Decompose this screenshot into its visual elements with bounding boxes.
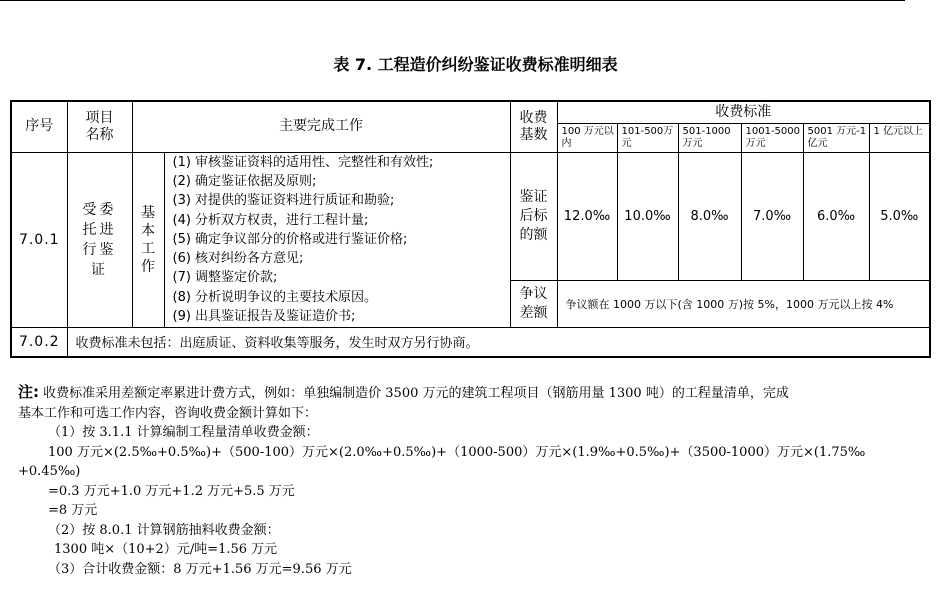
rate-cell: 6.0‰: [803, 152, 869, 280]
rate-cell: 10.0‰: [617, 152, 678, 280]
header-base-line2: 基数: [519, 126, 548, 143]
note-lead: 注:: [18, 383, 39, 401]
base-line: 争议: [519, 285, 548, 302]
base-line: 鉴证: [519, 188, 548, 205]
header-project-line2: 名称: [85, 126, 114, 143]
note-line: 1300 吨×（10+2）元/吨=1.56 万元: [54, 542, 278, 557]
table-title: 表 7. 工程造价纠纷鉴证收费标准明细表: [333, 55, 618, 74]
top-rule: [0, 0, 905, 1]
header-base: [510, 101, 557, 152]
exclusion-note: 收费标准未包括：出庭质证、资料收集等服务，发生时双方另行协商。: [67, 327, 930, 357]
range-cell: 1 亿元以上: [869, 123, 930, 152]
work-item: (4) 分析双方权责，进行工程计量;: [172, 212, 369, 228]
fee-standard-table: [10, 100, 931, 358]
work-item: (3) 对提供的鉴证资料进行质证和勘验;: [172, 193, 395, 209]
category-char: 基: [141, 204, 155, 221]
work-category: [132, 152, 164, 327]
rate-cell: 7.0‰: [741, 152, 803, 280]
category-char: 本: [141, 222, 155, 239]
note-line: =8 万元: [48, 503, 98, 518]
note-text: 收费标准采用差额定率累进计费方式，例如：单独编制造价 3500 万元的建筑工程项目（钢筋用量 1300 吨）的工程量清单，完成: [43, 386, 789, 401]
base-dispute-diff: [510, 280, 557, 327]
range-cell: 501-1000万元: [678, 123, 741, 152]
header-serial: 序号: [11, 101, 67, 152]
row-serial: 7.0.1: [11, 152, 67, 327]
rate-cell: 5.0‰: [869, 152, 930, 280]
note-line: （3）合计收费金额：8 万元+1.56 万元=9.56 万元: [48, 561, 352, 577]
calculation-note: [18, 383, 918, 579]
note-line: +0.45‰): [18, 464, 81, 479]
work-item: (7) 调整鉴定价款;: [172, 270, 278, 286]
header-base-line1: 收费: [519, 109, 548, 126]
range-cell: 5001 万元-1 亿元: [803, 123, 869, 152]
header-work: 主要完成工作: [132, 101, 510, 152]
base-verified-amount: [510, 152, 557, 280]
work-item: (9) 出具鉴证报告及鉴证造价书;: [172, 309, 356, 325]
note-line: （2）按 8.0.1 计算钢筋抽料收费金额：: [48, 522, 280, 538]
base-line: 后标: [519, 207, 548, 224]
note-line: [18, 383, 918, 404]
work-items-list: [164, 152, 510, 327]
header-project: [67, 101, 132, 152]
note-line: =0.3 万元+1.0 万元+1.2 万元+5.5 万元: [48, 483, 295, 499]
base-line: 的额: [519, 226, 548, 243]
project-name: 受委托进行鉴证: [67, 152, 132, 327]
work-item: (2) 确定鉴证依据及原则;: [172, 173, 317, 189]
work-item: (6) 核对纠纷各方意见;: [172, 251, 304, 267]
range-cell: 101-500万元: [617, 123, 678, 152]
rate-cell: 12.0‰: [557, 152, 617, 280]
note-line: （1）按 3.1.1 计算编制工程量清单收费金额：: [48, 425, 319, 440]
dispute-rule: 争议额在 1000 万以下(含 1000 万)按 5%，1000 万元以上按 4%: [557, 280, 930, 327]
category-char: 作: [141, 258, 155, 275]
category-char: 工: [141, 240, 155, 257]
note-line: 100 万元×(2.5‰+0.5‰)+（500-100）万元×(2.0‰+0.5‰)+（1000-500）万元×(1.9‰+0.5‰)+（3500-1000）万元×(1.75‰: [48, 444, 866, 460]
row-serial: 7.0.2: [11, 327, 67, 357]
work-item: (5) 确定争议部分的价格或进行鉴证价格;: [172, 231, 408, 247]
range-cell: 100 万元以内: [557, 123, 617, 152]
header-project-line1: 项目: [85, 109, 114, 126]
note-line: 基本工作和可选工作内容，咨询收费金额计算如下：: [18, 405, 318, 421]
work-item: (8) 分析说明争议的主要技术原因。: [172, 289, 378, 305]
work-item: (1) 审核鉴证资料的适用性、完整性和有效性;: [172, 154, 434, 170]
header-standard: 收费标准: [557, 101, 930, 123]
range-cell: 1001-5000万元: [741, 123, 803, 152]
base-line: 差额: [519, 304, 548, 321]
rate-cell: 8.0‰: [678, 152, 741, 280]
